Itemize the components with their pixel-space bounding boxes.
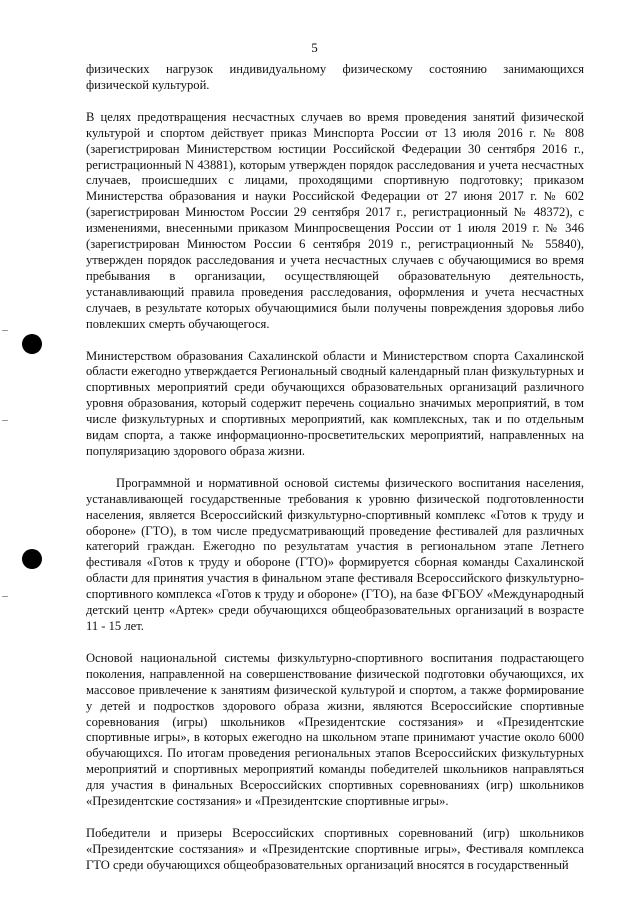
paragraph-winners: Победители и призеры Всероссийских спортивных соревнований (игр) школьников «Президентские состязания» и «Президентские спортивные игры», Фестиваля комплекса ГТО среди обучающихся общеобразовательных организаций вносятся в государственный bbox=[86, 825, 584, 872]
paragraph-gto-complex: Программной и нормативной основой системы физического воспитания населения, устанавливающей государственные требования к уровню физической подготовленности населения, является Всероссийский физкультурно-спортивный комплекс «Готов к труду и обороне» (ГТО), в том числе предусматривающий проведение фестивалей для различных категорий граждан. Ежегодно по результатам участия в региональном этапе Летнего фестиваля «Готов к труду и обороне (ГТО)» формируется сборная команды Сахалинской области для принятия участия в финальном этапе фестиваля Всероссийского физкультурно-спортивного комплекса «Готов к труду и обороне» (ГТО), на базе ФГБОУ «Международный детский центр «Артек» среди обучающихся общеобразовательных организаций в возрасте 11 - 15 лет. bbox=[86, 475, 584, 633]
margin-tick bbox=[2, 420, 8, 421]
paragraph-continuation: физических нагрузок индивидуальному физическому состоянию занимающихся физической культурой. bbox=[86, 62, 584, 92]
page-number: 5 bbox=[311, 40, 318, 55]
paragraph-accident-prevention: В целях предотвращения несчастных случаев во время проведения занятий физической культурой и спортом действует приказ Минспорта России от 13 июля 2016 г. № 808 (зарегистрирован Министерством юстиции Российской Федерации 30 сентября 2016 г., регистрационный N 43881), которым утвержден порядок расследования и учета несчастных случаев, происшедших с лицами, проходящими спортивную подготовку; приказом Министерства образования и науки Российской Федерации от 27 июня 2017 г. № 602 (зарегистрирован Минюстом России 29 сентября 2017 г., регистрационный № 48372), с изменениями, внесенными приказом Минпросвещения России от 1 июля 2019 г. № 346 (зарегистрирован Минюстом России 6 сентября 2019 г., регистрационный № 55840), утвержден порядок расследования и учета несчастных случаев с обучающимися во время пребывания в организации, осуществляющей образовательную деятельность, устанавливающий правила проведения расследования, оформления и учета несчастных случаев, в результате которых обучающимися были получены повреждения здоровья либо повлекших смерть обучающегося. bbox=[86, 109, 584, 331]
paragraph-regional-plan: Министерством образования Сахалинской области и Министерством спорта Сахалинской области ежегодно утверждается Региональный сводный календарный план физкультурных и спортивных мероприятий среди обучающихся образовательных организаций различного уровня образования, который содержит перечень социально значимых мероприятий, в том числе физкультурных и спортивных мероприятий, как комплексных, так и по отдельным видам спорта, а также информационно-просветительских мероприятий, направленных на популяризацию здорового образа жизни. bbox=[86, 348, 584, 458]
punch-hole-top bbox=[22, 334, 42, 354]
paragraph-presidential-games: Основой национальной системы физкультурно-спортивного воспитания подрастающего поколения, направленной на совершенствование физической подготовки обучающихся, их массовое привлечение к занятиям физической культурой и спортом, а также формирование у детей и подростков здорового образа жизни, являются Всероссийские спортивные соревнования (игры) школьников «Президентские состязания» и «Президентские спортивные игры», в которых ежегодно на школьном этапе принимают участие около 6000 обучающихся. По итогам проведения региональных этапов Всероссийских физкультурных мероприятий и спортивных мероприятий команды победителей школьников направляться для участия в финальных Всероссийских спортивных соревнованиях (игр) школьников «Президентские состязания» и «Президентские спортивные игры». bbox=[86, 650, 584, 809]
margin-tick bbox=[2, 330, 8, 331]
margin-tick bbox=[2, 596, 8, 597]
document-body bbox=[86, 62, 584, 874]
punch-hole-bottom bbox=[22, 549, 42, 569]
